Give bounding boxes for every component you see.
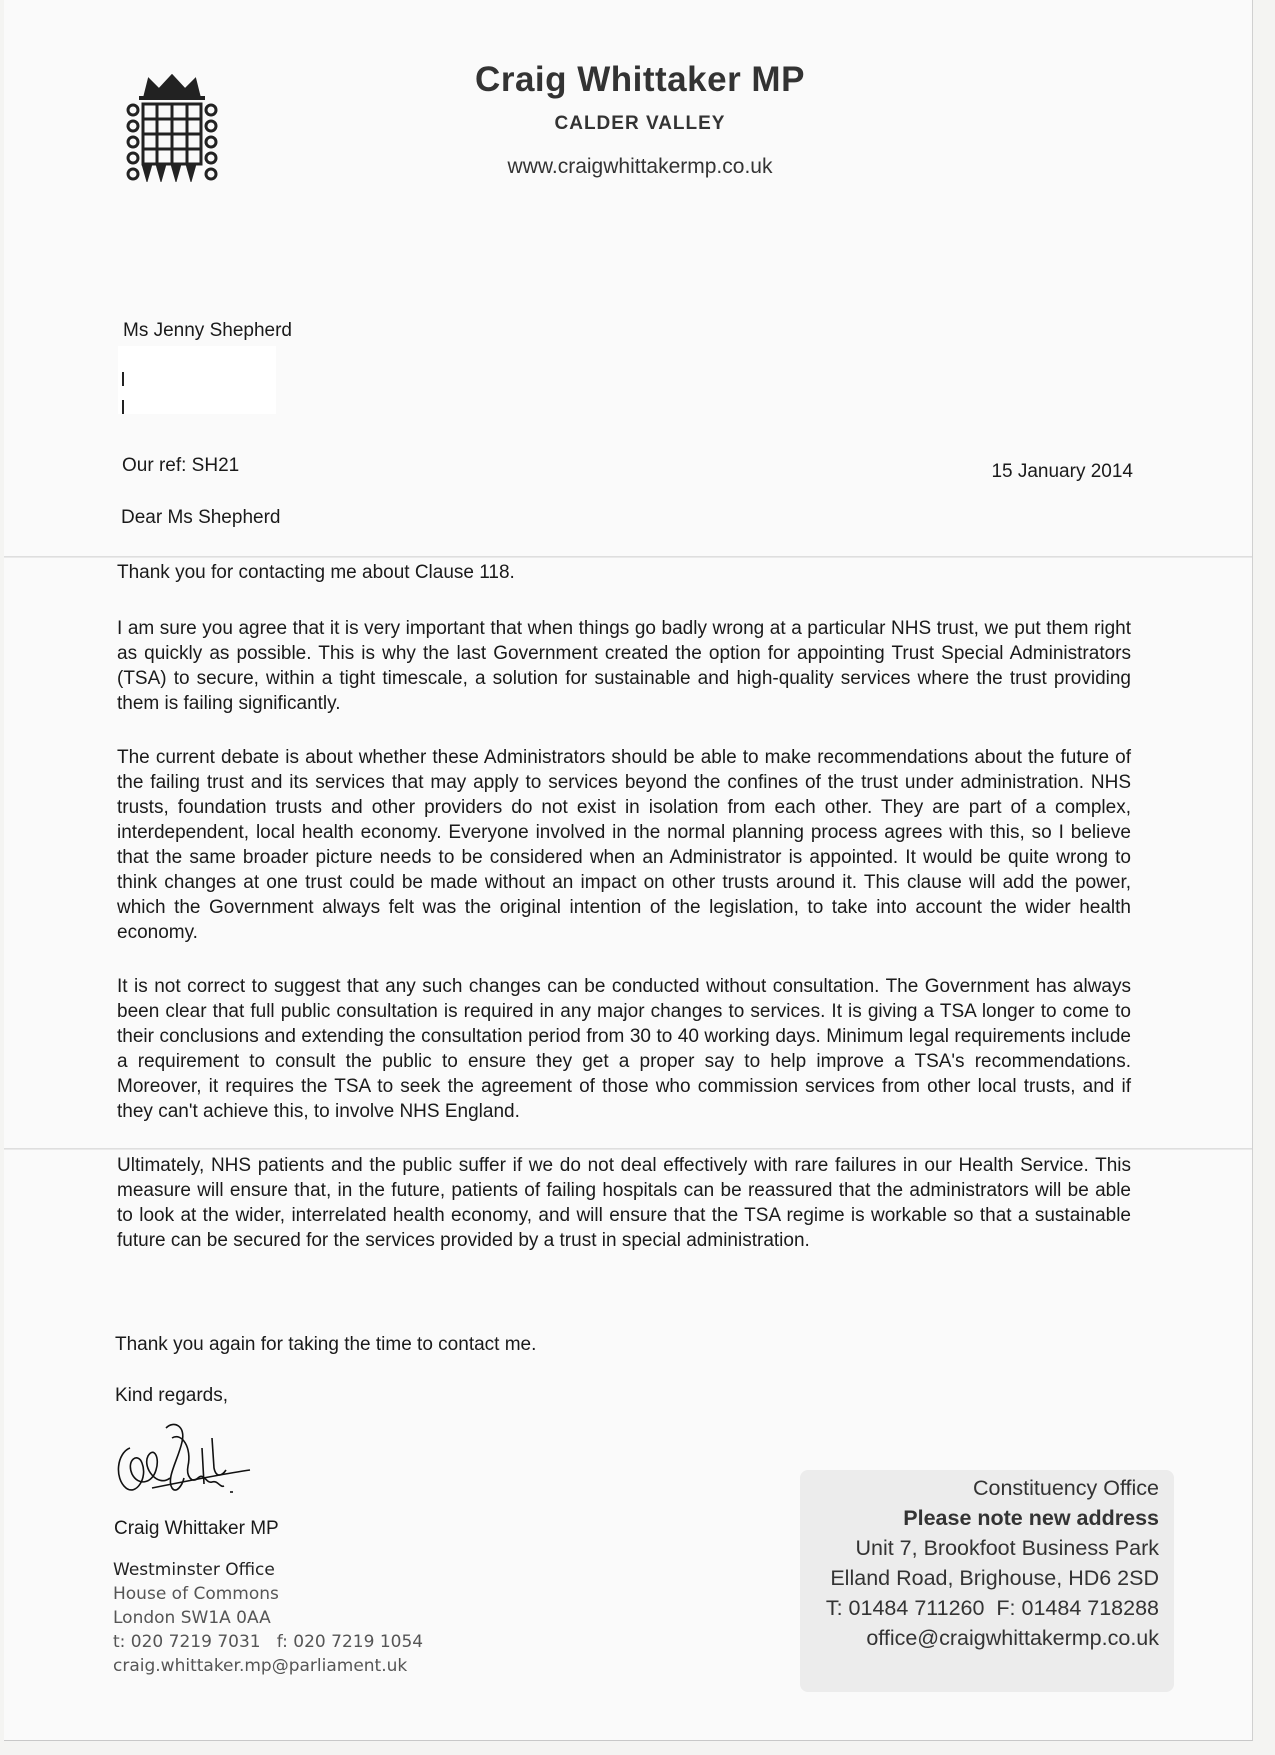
redaction-edge xyxy=(122,372,130,386)
body-paragraph: I am sure you agree that it is very important that when things go badly wrong at a particular NHS trust, we put them right as quickly as possible. This is why the last Government created the option for appointing Trust Special Administrators (TSA) to secure, within a tight timescale, a solution for sustainable and high-quality services where the trust providing them is failing significantly. xyxy=(117,618,1131,714)
body-paragraph: Ultimately, NHS patients and the public suffer if we do not deal effectively with rare failures in our Health Service. This measure will ensure that, in the future, patients of failing hospitals can be reassured that the administrators will be able to look at the wider, interrelated health economy, and will ensure that the TSA regime is workable so that a sustainable future can be secured for the services provided by a trust in special administration. xyxy=(117,1155,1131,1251)
portcullis-icon xyxy=(125,74,219,182)
letter-date: 15 January 2014 xyxy=(991,461,1133,482)
reference: Our ref: SH21 xyxy=(122,455,240,476)
closing-line: Thank you again for taking the time to contact me. xyxy=(115,1334,537,1355)
letter-body xyxy=(117,560,1131,1282)
westminster-office-title: Westminster Office xyxy=(113,1560,275,1580)
redacted-address xyxy=(118,346,276,414)
letterhead-constituency: CALDER VALLEY xyxy=(554,113,726,134)
constituency-office-title: Constituency Office xyxy=(972,1476,1159,1500)
body-paragraph: It is not correct to suggest that any such changes can be conducted without consultation. The Government has always been clear that full public consultation is required in any major changes to services. It is giving a TSA longer to come to their conclusions and extending the consultation period from 30 to 40 working days. Minimum legal requirements include a requirement to consult the public to ensure they get a proper say to help improve a TSA's recommendations. Moreover, it requires the TSA to seek the agreement of those who commission services from other local trusts, and if they can't achieve this, to involve NHS England. xyxy=(117,976,1131,1122)
fold-line xyxy=(4,556,1252,558)
westminster-phones: t: 020 7219 7031 f: 020 7219 1054 xyxy=(113,1632,424,1652)
constituency-phones: T: 01484 711260 F: 01484 718288 xyxy=(825,1596,1159,1620)
recipient-name: Ms Jenny Shepherd xyxy=(123,320,292,341)
westminster-address-line: House of Commons xyxy=(113,1584,279,1604)
redaction-edge xyxy=(122,400,130,414)
westminster-office xyxy=(113,1558,423,1678)
constituency-email: office@craigwhittakermp.co.uk xyxy=(866,1626,1159,1650)
salutation: Dear Ms Shepherd xyxy=(121,507,281,528)
constituency-address-line: Elland Road, Brighouse, HD6 2SD xyxy=(830,1566,1159,1590)
letterhead-name: Craig Whittaker MP xyxy=(475,60,805,99)
handwritten-signature xyxy=(112,1408,252,1508)
westminster-email: craig.whittaker.mp@parliament.uk xyxy=(113,1656,408,1676)
westminster-address-line: London SW1A 0AA xyxy=(113,1608,271,1628)
body-paragraph: The current debate is about whether these Administrators should be able to make recommendations about the future of the failing trust and its services that may apply to services beyond the confines of the trust under administration. NHS trusts, foundation trusts and other providers do not exist in isolation from each other. They are part of a complex, interdependent, local health economy. Everyone involved in the normal planning process agrees with this, so I believe that the same broader picture needs to be considered when an Administrator is appointed. It would be quite wrong to think changes at one trust could be made without an impact on other trusts around it. This clause will add the power, which the Government always felt was the original intention of the legislation, to take into account the wider health economy. xyxy=(117,747,1131,943)
sign-off: Kind regards, xyxy=(115,1385,229,1406)
constituency-address-line: Unit 7, Brookfoot Business Park xyxy=(855,1536,1159,1560)
constituency-office xyxy=(826,1473,1159,1653)
address-notice: Please note new address xyxy=(903,1506,1159,1530)
signer-name: Craig Whittaker MP xyxy=(114,1518,279,1539)
letterhead-website: www.craigwhittakermp.co.uk xyxy=(507,155,773,178)
body-paragraph: Thank you for contacting me about Clause 118. xyxy=(117,562,515,583)
